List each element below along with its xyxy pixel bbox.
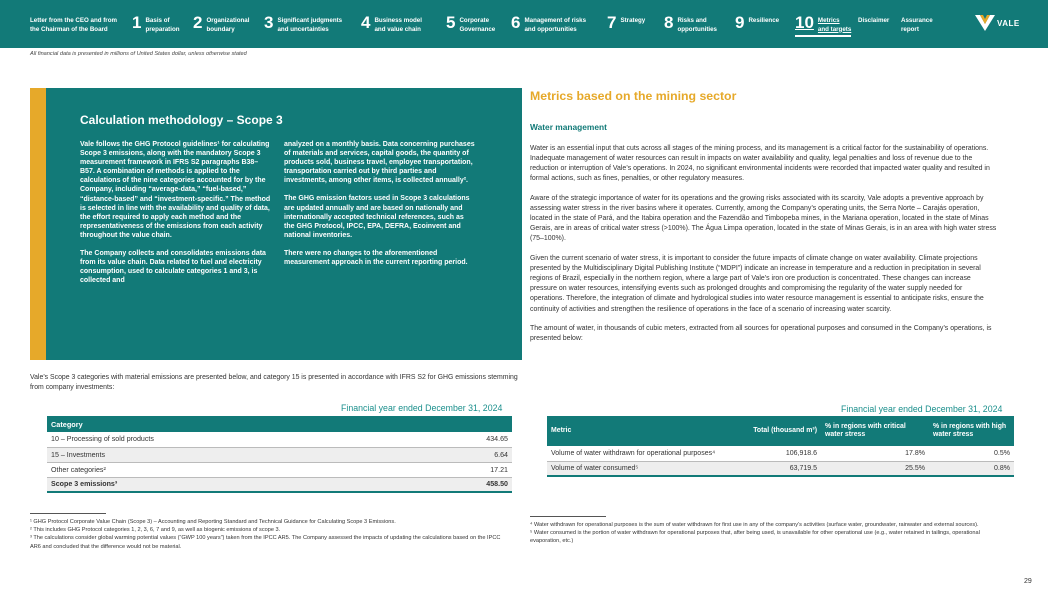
row-label: 10 – Processing of sold products	[47, 432, 414, 447]
nav-label-line1: Assurance	[901, 17, 933, 24]
nav-item-corporate-governance[interactable]	[446, 14, 495, 34]
nav-label-line1: Resilience	[748, 17, 780, 24]
calc-box-title: Calculation methodology – Scope 3	[80, 113, 283, 127]
nav-number: 10	[795, 13, 814, 32]
column-header-metric: Metric	[547, 416, 747, 446]
calc-paragraph: The GHG emission factors used in Scope 3 calculations are updated annually and are based on nationally and internationally accepted technical references, such as the GHG Protocol, IPCC, EPA, DEFRA, Ecoinvent and national inventories.	[284, 195, 470, 239]
calc-paragraph: analyzed on a monthly basis. Data concerning purchases of materials and services, capital goods, the quantity of products sold, business travel, employee transportation, transportation carried out by third parties and investments, among other items, is collected annually².	[284, 141, 475, 185]
footnote: ⁵ Water consumed is the portion of water withdrawn for operational purposes that, after being used, is unavailable for other operational use (e.g., water retained in tailings, operational evaporation, etc.)	[530, 530, 980, 545]
nav-item-significant-judgments[interactable]	[264, 14, 342, 34]
nav-item-disclaimer[interactable]	[858, 14, 889, 26]
water-management-body	[530, 144, 998, 354]
row-value: 17.21	[414, 462, 512, 477]
nav-label-line2: report	[901, 25, 919, 33]
calculation-methodology-box	[30, 88, 522, 360]
column-header-high-stress: % in regions with high water stress	[929, 416, 1014, 446]
nav-label	[524, 17, 586, 34]
calc-paragraph: The Company collects and consolidates emissions data from its value chain. Data related to fuel and electricity consumption, used to calculate categories 1 and 3, is collected and	[80, 250, 266, 285]
nav-number: 3	[264, 13, 274, 32]
metric-cell: Volume of water withdrawn for operational purposes⁴	[547, 446, 747, 461]
nav-label	[277, 17, 342, 34]
body-paragraph: Aware of the strategic importance of water for its operations and the growing risks associated with its scarcity, Vale adopts a preventive approach by assessing water stress in the river basins where it operates. Currently, among the Company’s operating units, the Serra Norte – Carajás operation, located in the state of Pará, and the Itabira operation and the Fazendão and Timbopeba mines, in the Mariana operation, located in the state of Minas Gerais, are in areas of critical water stress (>100%). The Água Limpa operation, located in the state of Minas Gerais, is in an area with high water stress (75–100%).	[530, 194, 997, 243]
calc-paragraph: Vale follows the GHG Protocol guidelines¹ for calculating Scope 3 emissions, along with the mandatory Scope 3 measurement framework in IFRS S2 paragraphs B38–B57. A combination of methods is applied to the calculations of the nine categories accounted for by the Company, including “average-data,” “fuel-based,” “distance-based” and “investment-specific.” The method is selected in line with the availability and quality of data, the effort required to apply each method and the representativeness of the emissions from each activity throughout the value chain.	[80, 141, 271, 239]
nav-label-line2: Governance	[459, 25, 496, 33]
nav-label-line1: Significant judgments	[277, 17, 343, 24]
accent-bar	[30, 88, 46, 360]
nav-label-line1: Corporate	[459, 17, 490, 24]
nav-number: 5	[446, 13, 456, 32]
left-footnotes	[30, 518, 508, 551]
nav-item-metrics-and-targets[interactable]	[795, 14, 851, 37]
vale-logo-text: VALE	[997, 18, 1020, 28]
nav-label-line1: Basis of	[145, 17, 170, 24]
nav-label-line2: opportunities	[677, 25, 717, 33]
critical-cell: 25.5%	[821, 461, 929, 476]
nav-item-strategy[interactable]	[607, 14, 645, 32]
nav-number: 9	[735, 13, 745, 32]
nav-label	[901, 17, 933, 34]
nav-label	[818, 17, 851, 34]
scope3-fy-label: Financial year ended December 31, 2024	[341, 403, 503, 413]
nav-label-line2: and uncertainties	[277, 25, 329, 33]
nav-label	[858, 17, 889, 26]
nav-number: 8	[664, 13, 674, 32]
footnote: ¹ GHG Protocol Corporate Value Chain (Scope 3) – Accounting and Reporting Standard and Technical Guidance for Calculating Scope 3 Emissions.	[30, 519, 396, 525]
body-paragraph: Water is an essential input that cuts across all stages of the mining process, and its management is a critical factor for the sustainability of operations. Inadequate management of water resources can result in impacts on water availability and quality, legal penalties and loss of revenue due to the reduction or interruption of Vale’s operations. In 2024, no significant environmental incidents were recorded that impacted water quality and resulted in formal actions, such as fines, penalties, or other regulatory measures.	[530, 145, 990, 183]
body-paragraph: Given the current scenario of water stress, it is important to consider the future impacts of climate change on water availability. Climate projections presented by the Multidisciplinary Digital Publishing Institute (“MDPI”) indicate an increase in temperature and a reduction in precipitation in several regions of Brazil, especially in the northern region, where a large part of Vale’s iron ore production is concentrated. These changes can increase pressure on water resources, intensifying events such as prolonged droughts and compromising the regularity of the water supply needed for operations. Therefore, the integration of climate and hydrological studies into water resource management is essential to anticipate risks, ensure the continuity of activities and strengthen the resilience of operations in the face of a scenario of increasing water scarcity.	[530, 255, 984, 313]
nav-number: 1	[132, 13, 142, 32]
column-header-critical-stress: % in regions with critical water stress	[821, 416, 929, 446]
footnote: ⁴ Water withdrawn for operational purposes is the sum of water withdrawn for first use in any of the company’s activities (surface water, groundwater, rainwater and external sources).	[530, 522, 979, 528]
high-cell: 0.8%	[929, 461, 1014, 476]
total-cell: 63,719.5	[747, 461, 821, 476]
row-value: 458.50	[414, 477, 512, 492]
calc-column-2	[284, 140, 476, 276]
row-value: 434.65	[414, 432, 512, 447]
nav-item-basis-of-preparation[interactable]	[132, 14, 180, 34]
row-label: Other categories²	[47, 462, 414, 477]
table-total-row	[47, 477, 512, 492]
right-footnotes	[530, 521, 1010, 546]
nav-label-line1: Business model	[374, 17, 422, 24]
table-header-row	[47, 416, 512, 432]
nav-item-organizational-boundary[interactable]	[193, 14, 249, 34]
vale-logo-icon	[975, 15, 995, 31]
table-row	[547, 446, 1014, 461]
nav-item-risks-and-opportunities[interactable]	[664, 14, 717, 34]
nav-label-line2: and targets	[817, 25, 852, 33]
row-label: Scope 3 emissions³	[47, 477, 414, 492]
nav-label-line1: Strategy	[620, 17, 646, 24]
table-row	[547, 461, 1014, 476]
water-metrics-table	[547, 416, 1014, 477]
nav-label	[206, 17, 249, 34]
section-title: Metrics based on the mining sector	[530, 89, 737, 103]
vale-logo[interactable]	[975, 15, 1020, 31]
nav-item-resilience[interactable]	[735, 14, 779, 32]
nav-number: 2	[193, 13, 203, 32]
table-row	[47, 462, 512, 477]
nav-label-line1: Disclaimer	[858, 17, 890, 24]
nav-label	[459, 17, 495, 34]
scope3-table	[47, 416, 512, 493]
nav-label-line2: boundary	[206, 25, 235, 33]
footnote: ² This includes GHG Protocol categories 1, 2, 3, 6, 7 and 9, as well as biogenic emissions of scope 3.	[30, 527, 281, 534]
page-number: 29	[1024, 578, 1032, 585]
total-cell: 106,918.6	[747, 446, 821, 461]
footnote: ³ The calculations consider global warming potential values (“GWP 100 years”) taken from the IPCC AR5. The Company assessed the impacts of updating the calculations based on the IPCC AR6 and concluded that the difference would not be material.	[30, 535, 501, 550]
table-row	[47, 447, 512, 462]
nav-label	[748, 17, 779, 26]
nav-label-line2: and value chain	[374, 25, 421, 33]
nav-label-line1: Management of risks	[524, 17, 587, 24]
nav-number: 7	[607, 13, 617, 32]
nav-item-management-of-risks[interactable]	[511, 14, 586, 34]
nav-label	[677, 17, 717, 34]
row-value: 6.64	[414, 447, 512, 462]
nav-number: 4	[361, 13, 371, 32]
table-header-row	[547, 416, 1014, 446]
scope3-intro-text: Vale’s Scope 3 categories with material emissions are presented below, and category 15 is presented in accordance with IFRS S2 for GHG emissions stemming from company investments:	[30, 374, 518, 391]
nav-item-business-model[interactable]	[361, 14, 422, 34]
water-fy-label: Financial year ended December 31, 2024	[841, 404, 1003, 414]
high-cell: 0.5%	[929, 446, 1014, 461]
nav-item-assurance-report[interactable]	[901, 14, 933, 34]
nav-number: 6	[511, 13, 521, 32]
body-paragraph: The amount of water, in thousands of cubic meters, extracted from all sources for operational purposes and consumed in the Company’s operations, is presented below:	[530, 325, 992, 343]
table-row	[47, 432, 512, 447]
nav-label-line2: the Chairman of the Board	[30, 25, 108, 33]
nav-label-line2: and opportunities	[524, 25, 577, 33]
nav-label	[30, 17, 117, 34]
critical-cell: 17.8%	[821, 446, 929, 461]
row-label: 15 – Investments	[47, 447, 414, 462]
footnote-divider	[30, 513, 106, 514]
nav-label-line2: preparation	[145, 25, 180, 33]
nav-label	[145, 17, 179, 34]
column-header-total: Total (thousand m³)	[747, 416, 821, 446]
nav-label-line1: Metrics	[817, 17, 840, 24]
nav-label-line1: Risks and	[677, 17, 707, 24]
footnote-divider	[530, 516, 606, 517]
top-navigation	[0, 0, 1048, 48]
nav-label	[620, 17, 645, 26]
column-header-category: Category	[47, 416, 512, 432]
nav-label-line1: Letter from the CEO and from	[30, 17, 117, 24]
nav-label	[374, 17, 421, 34]
metric-cell: Volume of water consumed⁵	[547, 461, 747, 476]
calc-paragraph: There were no changes to the aforementioned measurement approach in the current reporting period.	[284, 249, 468, 267]
financial-data-note: All financial data is presented in millions of United States dollar, unless otherwise stated	[30, 51, 247, 57]
subsection-title: Water management	[530, 122, 607, 132]
nav-label-line1: Organizational	[206, 17, 250, 24]
nav-item-letter[interactable]	[30, 14, 117, 34]
calc-column-1	[80, 140, 272, 294]
